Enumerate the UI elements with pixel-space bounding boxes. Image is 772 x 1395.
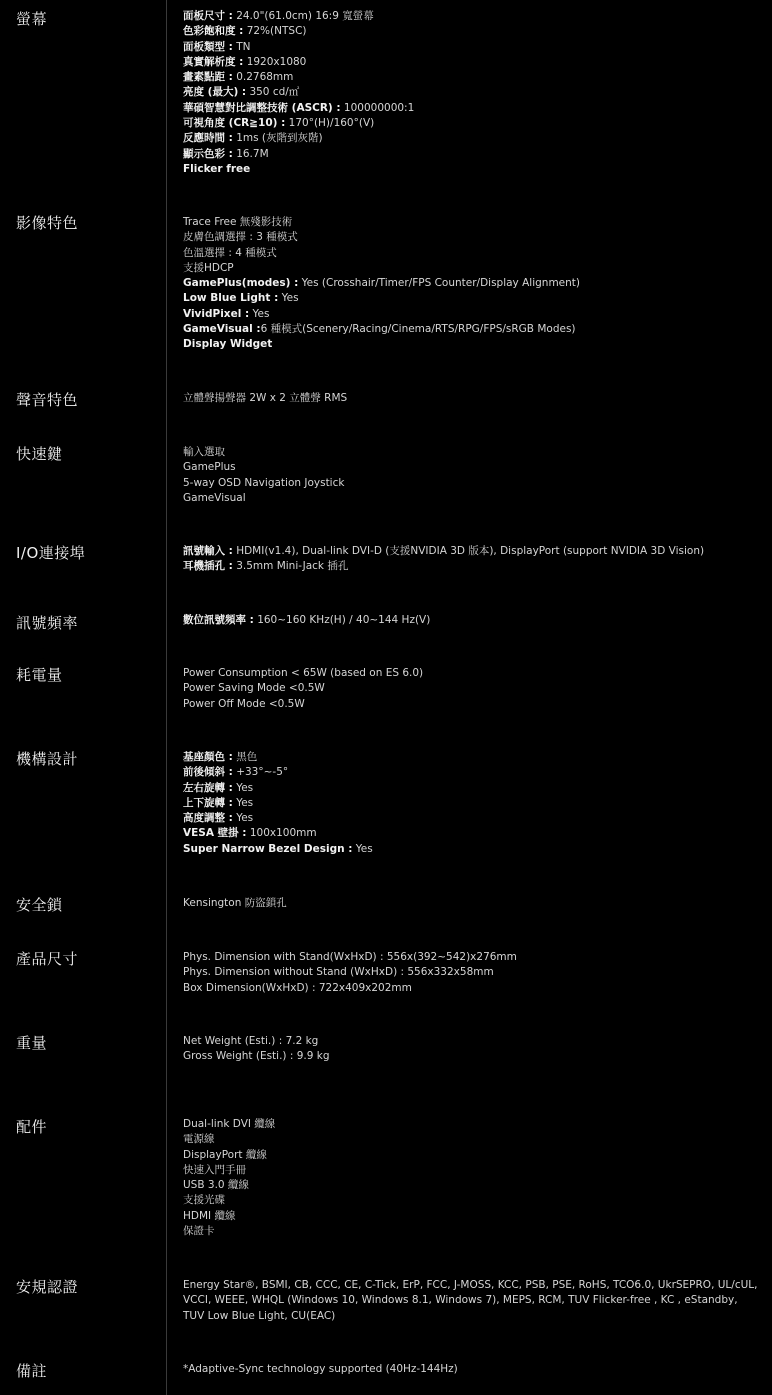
spec-section-content	[183, 896, 758, 911]
spec-line	[183, 40, 758, 55]
spec-value: 3.5mm Mini-Jack 插孔	[232, 560, 349, 573]
spec-key: Flicker free	[183, 162, 251, 175]
spec-line	[183, 445, 758, 460]
spec-value: HDMI(v1.4), Dual-link DVI-D (支援NVIDIA 3D 版本), DisplayPort (support NVIDIA 3D Vision)	[232, 545, 705, 557]
spec-key: GamePlus(modes) :	[183, 277, 299, 290]
spec-line	[183, 162, 758, 177]
spec-line	[183, 896, 758, 911]
spec-value: *Adaptive-Sync technology supported (40Hz-144Hz)	[183, 1363, 458, 1375]
spec-line	[183, 750, 758, 765]
spec-value: 皮膚色調選擇 : 3 種模式	[183, 231, 298, 244]
spec-line	[183, 24, 758, 39]
spec-key: 顯示色彩 :	[183, 147, 233, 160]
spec-line	[183, 291, 758, 306]
spec-value: 1ms (灰階到灰階)	[232, 132, 323, 145]
spec-section-content	[183, 445, 758, 506]
spec-line	[183, 765, 758, 780]
spec-line	[183, 613, 758, 628]
spec-value: 快速入門手冊	[183, 1163, 246, 1176]
spec-value: GamePlus	[183, 461, 236, 474]
spec-value: USB 3.0 纜線	[183, 1179, 249, 1192]
spec-value: Yes (Crosshair/Timer/FPS Counter/Display Alignment)	[298, 277, 581, 290]
spec-line	[183, 85, 758, 100]
spec-section-content	[183, 950, 758, 996]
spec-line	[183, 1132, 758, 1147]
spec-section-content	[183, 544, 758, 575]
spec-section-content	[183, 666, 758, 712]
spec-line	[183, 230, 758, 245]
spec-section-label: 配件	[16, 1118, 48, 1136]
spec-key: 亮度 (最大) :	[183, 86, 247, 99]
spec-section-content	[183, 215, 758, 353]
spec-line	[183, 1193, 758, 1208]
spec-key: Display Widget	[183, 338, 273, 351]
spec-line	[183, 307, 758, 322]
spec-value: DisplayPort 纜線	[183, 1148, 267, 1161]
spec-key: 色彩飽和度 :	[183, 25, 244, 38]
spec-value: Yes	[249, 307, 270, 320]
spec-section-label: 重量	[16, 1034, 48, 1052]
spec-line	[183, 337, 758, 352]
spec-line	[183, 391, 758, 406]
spec-section-label: 影像特色	[16, 214, 79, 232]
spec-section-label: 螢幕	[16, 10, 48, 28]
spec-section-content	[183, 613, 758, 628]
spec-value: 100x100mm	[246, 827, 317, 840]
spec-line	[183, 1049, 758, 1064]
spec-line	[183, 1362, 758, 1377]
spec-value: Yes	[232, 781, 254, 794]
spec-line	[183, 1034, 758, 1049]
spec-key: VESA 壁掛 :	[183, 827, 247, 840]
spec-key: 數位訊號頻率 :	[183, 614, 254, 626]
spec-section-label: 產品尺寸	[16, 950, 79, 968]
spec-line	[183, 544, 758, 559]
spec-key: 高度調整 :	[183, 812, 233, 825]
spec-value: 16.7M	[232, 147, 269, 160]
spec-line	[183, 697, 758, 712]
spec-value: Box Dimension(WxHxD) : 722x409x202mm	[183, 981, 412, 994]
spec-line	[183, 1278, 758, 1324]
spec-key: 反應時間 :	[183, 132, 233, 145]
spec-section-content	[183, 1034, 758, 1065]
spec-line	[183, 781, 758, 796]
spec-line	[183, 70, 758, 85]
spec-key: 華碩智慧對比調整技術 (ASCR) :	[183, 101, 341, 114]
spec-value: 160~160 KHz(H) / 40~144 Hz(V)	[253, 614, 431, 626]
spec-value: 72%(NTSC)	[243, 25, 307, 38]
spec-line	[183, 101, 758, 116]
spec-key: 面板尺寸 :	[183, 10, 233, 22]
spec-value: 支援HDCP	[183, 261, 234, 274]
spec-section-content	[183, 1362, 758, 1377]
spec-value: 6 種模式(Scenery/Racing/Cinema/RTS/RPG/FPS/sRGB Modes)	[260, 323, 576, 336]
spec-value: Energy Star®, BSMI, CB, CCC, CE, C-Tick, ErP, FCC, J-MOSS, KCC, PSB, PSE, RoHS, TCO6.0, UkrSEPRO, UL/cUL, VCCI, WEEE, WHQL (Windows 10, Windows 8.1, Windows 7), MEPS, RCM, TUV Flicker-free , KC , eStandby, TUV Low Blue Light, CU(EAC)	[183, 1279, 758, 1322]
spec-line	[183, 55, 758, 70]
spec-section-content	[183, 1117, 758, 1239]
spec-value: Phys. Dimension with Stand(WxHxD) : 556x(392~542)x276mm	[183, 951, 517, 963]
spec-key: 耳機插孔 :	[183, 560, 233, 573]
spec-value: Yes	[232, 812, 254, 825]
column-divider	[166, 0, 167, 1395]
spec-section-content	[183, 1278, 758, 1324]
spec-line	[183, 131, 758, 146]
spec-section-label: 安規認證	[16, 1278, 79, 1296]
spec-section-label: 快速鍵	[16, 445, 63, 463]
spec-line	[183, 215, 758, 230]
spec-key: 前後傾斜 :	[183, 766, 233, 779]
spec-line	[183, 322, 758, 337]
spec-value: 支援光碟	[183, 1194, 225, 1207]
spec-value: Yes	[232, 796, 254, 809]
spec-section-content	[183, 750, 758, 857]
spec-line	[183, 811, 758, 826]
spec-value: Trace Free 無殘影技術	[183, 216, 293, 228]
spec-line	[183, 1224, 758, 1239]
spec-line	[183, 950, 758, 965]
spec-line	[183, 796, 758, 811]
spec-line	[183, 246, 758, 261]
spec-value: Phys. Dimension without Stand (WxHxD) : 556x332x58mm	[183, 966, 494, 979]
spec-value: Net Weight (Esti.) : 7.2 kg	[183, 1035, 319, 1047]
spec-key: 基座顏色 :	[183, 751, 233, 763]
spec-section-label: 安全鎖	[16, 896, 63, 914]
spec-value: TN	[232, 40, 251, 53]
spec-line	[183, 981, 758, 996]
spec-value: GameVisual	[183, 491, 246, 504]
spec-section-label: 聲音特色	[16, 391, 79, 409]
spec-line	[183, 1148, 758, 1163]
spec-value: Yes	[352, 842, 373, 855]
spec-line	[183, 1178, 758, 1193]
spec-key: 面板類型 :	[183, 40, 233, 53]
spec-value: 黑色	[232, 751, 258, 763]
spec-value: 輸入選取	[183, 446, 225, 458]
spec-line	[183, 965, 758, 980]
spec-section-label: 備註	[16, 1362, 48, 1380]
spec-key: GameVisual :	[183, 323, 261, 336]
spec-section-label: 訊號頻率	[16, 614, 79, 632]
spec-line	[183, 261, 758, 276]
spec-value: 170°(H)/160°(V)	[285, 117, 375, 130]
spec-value: 350 cd/㎡	[246, 86, 300, 99]
spec-value: +33°~-5°	[232, 766, 289, 779]
spec-key: Low Blue Light :	[183, 292, 279, 305]
spec-line	[183, 842, 758, 857]
spec-line	[183, 9, 758, 24]
spec-line	[183, 1163, 758, 1178]
spec-section-content	[183, 9, 758, 177]
spec-value: 1920x1080	[243, 55, 307, 68]
spec-section-label: 耗電量	[16, 666, 63, 684]
spec-line	[183, 147, 758, 162]
spec-value: Gross Weight (Esti.) : 9.9 kg	[183, 1050, 330, 1063]
spec-line	[183, 1209, 758, 1224]
spec-value: 電源線	[183, 1133, 215, 1146]
spec-line	[183, 460, 758, 475]
spec-line	[183, 666, 758, 681]
spec-section-label: 機構設計	[16, 750, 79, 768]
spec-value: 24.0"(61.0cm) 16:9 寬螢幕	[232, 10, 374, 22]
spec-value: 0.2768mm	[232, 71, 294, 84]
spec-line	[183, 491, 758, 506]
spec-value: 色溫選擇 : 4 種模式	[183, 246, 277, 259]
spec-key: 可視角度 (CR≧10) :	[183, 117, 286, 130]
spec-key: 真實解析度 :	[183, 55, 244, 68]
spec-value: Power Consumption < 65W (based on ES 6.0)	[183, 667, 424, 679]
spec-value: Power Saving Mode <0.5W	[183, 682, 325, 695]
spec-key: 上下旋轉 :	[183, 796, 233, 809]
spec-key: 訊號輸入 :	[183, 545, 233, 557]
spec-key: VividPixel :	[183, 307, 250, 320]
spec-line	[183, 276, 758, 291]
spec-value: Yes	[278, 292, 299, 305]
spec-value: 5-way OSD Navigation Joystick	[183, 476, 345, 489]
spec-value: 100000000:1	[340, 101, 415, 114]
spec-section-label: I/O連接埠	[16, 544, 86, 562]
spec-value: Power Off Mode <0.5W	[183, 697, 305, 710]
spec-value: Kensington 防盜鎖孔	[183, 897, 287, 909]
spec-line	[183, 559, 758, 574]
spec-value: 立體聲揚聲器 2W x 2 立體聲 RMS	[183, 392, 348, 404]
spec-line	[183, 681, 758, 696]
spec-value: HDMI 纜線	[183, 1209, 236, 1222]
spec-line	[183, 476, 758, 491]
spec-line	[183, 1117, 758, 1132]
spec-line	[183, 826, 758, 841]
spec-key: 左右旋轉 :	[183, 781, 233, 794]
spec-value: 保證卡	[183, 1225, 215, 1238]
spec-section-content	[183, 391, 758, 406]
spec-key: 畫素點距 :	[183, 71, 233, 84]
spec-value: Dual-link DVI 纜線	[183, 1118, 276, 1130]
spec-key: Super Narrow Bezel Design :	[183, 842, 353, 855]
spec-line	[183, 116, 758, 131]
